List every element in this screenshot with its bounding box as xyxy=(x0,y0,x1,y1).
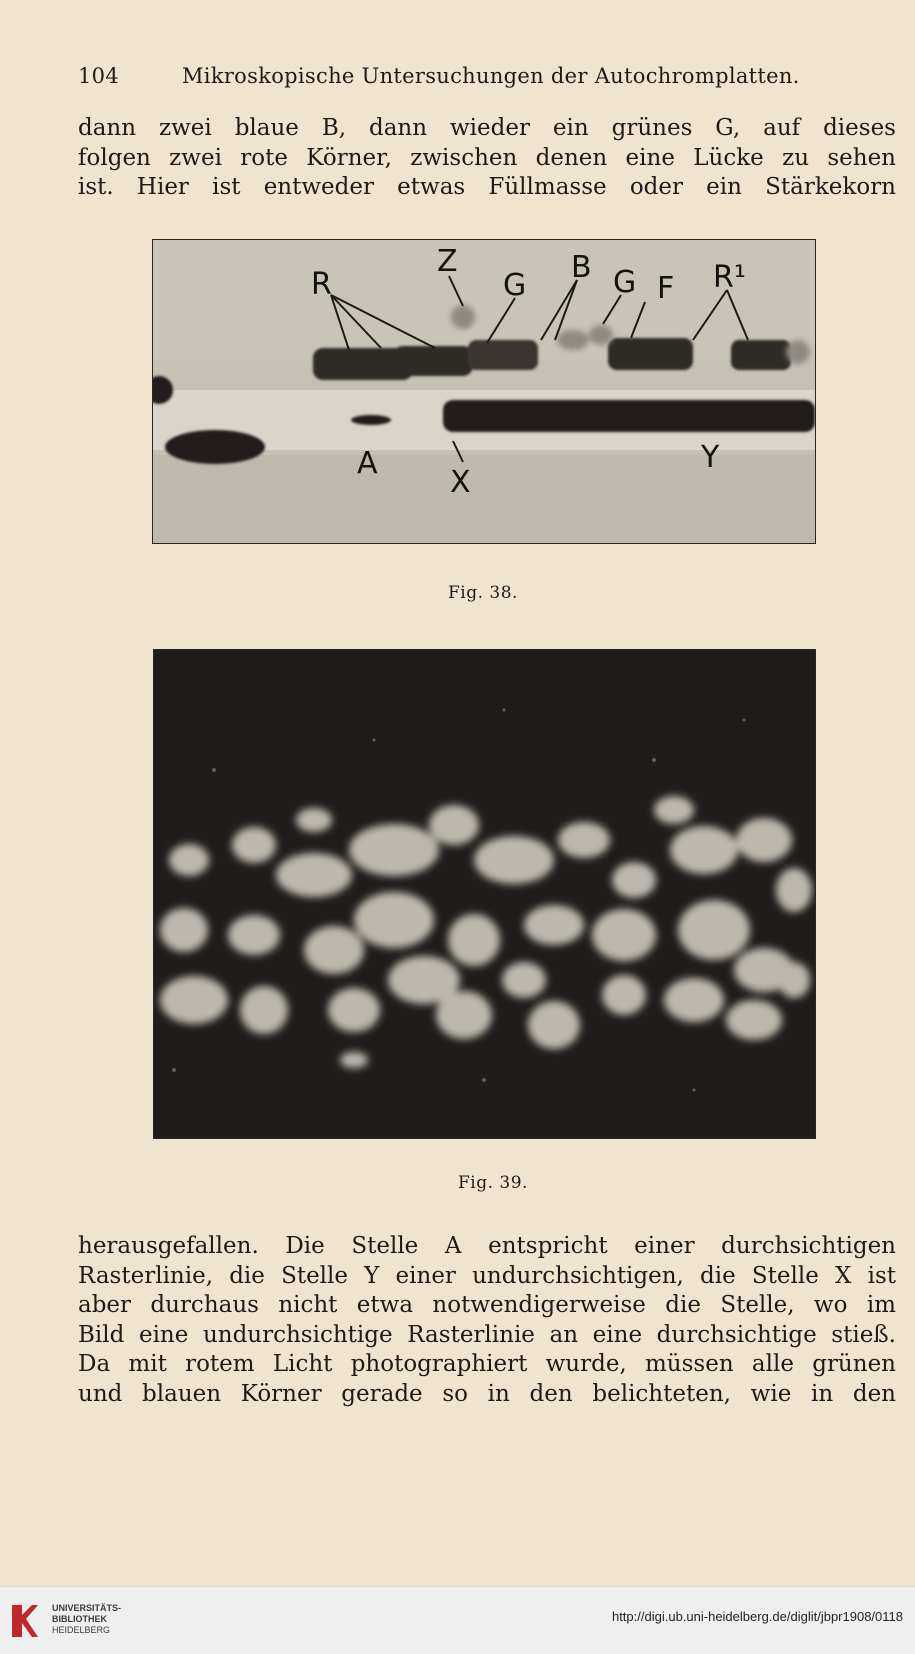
label-R: R xyxy=(311,267,332,302)
label-A: A xyxy=(357,446,378,481)
figure-39-caption: Fig. 39. xyxy=(458,1173,528,1193)
label-G: G xyxy=(503,268,527,303)
running-header xyxy=(78,64,800,88)
running-title: Mikroskopische Untersuchungen der Autochromplatten. xyxy=(182,64,800,88)
text-line: dann zwei blaue B, dann wieder ein grünes G, auf dieses xyxy=(78,115,896,141)
library-name xyxy=(52,1603,121,1636)
library-line: UNIVERSITÄTS- xyxy=(52,1603,122,1613)
text-line: folgen zwei rote Körner, zwischen denen eine Lücke zu sehen xyxy=(78,144,896,171)
text-line: Rasterlinie, die Stelle Y einer undurchsichtigen, die Stelle X ist xyxy=(78,1262,896,1289)
library-line: BIBLIOTHEK xyxy=(52,1614,107,1624)
micrograph-grains xyxy=(154,650,815,1138)
text-line: Da mit rotem Licht photographiert wurde, müssen alle grünen xyxy=(78,1351,896,1377)
library-line: HEIDELBERG xyxy=(52,1625,111,1635)
text-line: aber durchaus nicht etwa notwendigerweise die Stelle, wo im xyxy=(78,1292,896,1318)
label-Y: Y xyxy=(701,440,720,475)
figure-39-image xyxy=(153,649,816,1139)
text-line: herausgefallen. Die Stelle A entspricht einer durchsichtigen xyxy=(78,1233,896,1259)
label-R1: R¹ xyxy=(713,260,746,295)
digitization-footer xyxy=(0,1586,915,1654)
paragraph-top xyxy=(78,114,896,203)
micrograph-cross-section xyxy=(153,240,815,543)
label-B: B xyxy=(571,250,592,285)
university-library-logo-icon xyxy=(8,1601,42,1641)
text-line: ist. Hier ist entweder etwas Füllmasse oder ein Stärkekorn xyxy=(78,174,896,200)
paragraph-bottom xyxy=(78,1232,896,1409)
text-line: und blauen Körner gerade so in den belichteten, wie in den xyxy=(78,1380,896,1407)
page-number: 104 xyxy=(78,64,119,88)
source-url-link[interactable]: http://digi.ub.uni-heidelberg.de/diglit/jbpr1908/0118 xyxy=(611,1609,903,1624)
figure-38-caption: Fig. 38. xyxy=(448,583,518,603)
text-line: Bild eine undurchsichtige Rasterlinie an eine durchsichtige stieß. xyxy=(78,1321,896,1348)
label-F: F xyxy=(657,271,675,306)
figure-38-image xyxy=(152,239,816,544)
label-G-second: G xyxy=(613,265,637,300)
label-X: X xyxy=(450,465,471,500)
label-Z: Z xyxy=(437,244,458,279)
